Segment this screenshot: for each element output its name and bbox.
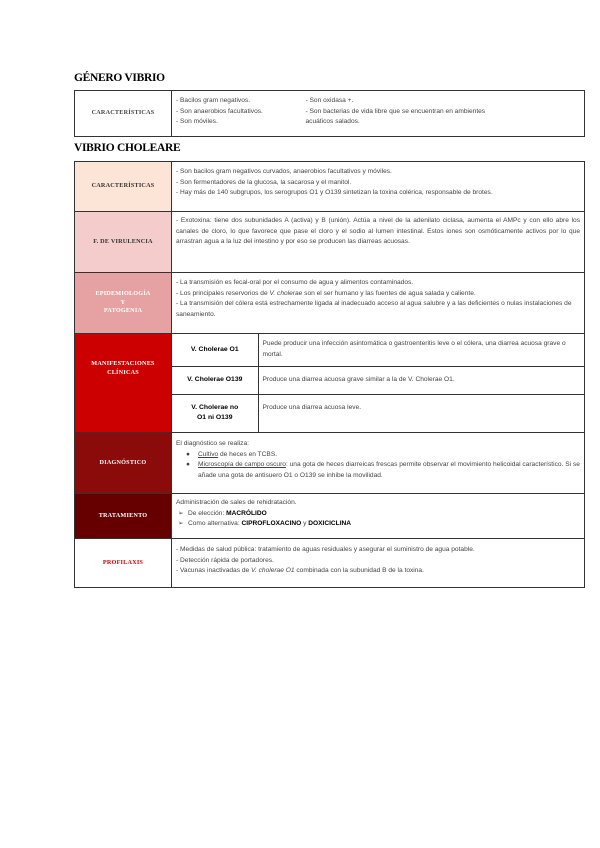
- bullet-icon: ●: [186, 450, 190, 458]
- diagnostico-bullet: [176, 460, 580, 481]
- strain-description: Produce una diarrea acuosa grave similar a la de V. Cholerae O1.: [258, 366, 584, 394]
- manifestaciones-content: [172, 334, 585, 433]
- epidemiologia-label-1: EPIDEMIOLOGÍA: [95, 290, 151, 298]
- tratamiento-item: [176, 509, 580, 520]
- text-segment: - Vacunas inactivadas de: [176, 567, 252, 574]
- text-segment: - Los principales reservorios de: [176, 289, 270, 297]
- tratamiento-label: TRATAMIENTO: [75, 494, 172, 539]
- profilaxis-line: - Medidas de salud pública: tratamiento de aguas residuales y asegurar el suministro de agua potable.: [176, 546, 475, 553]
- strain-cell: V. Cholerae O139: [172, 366, 258, 394]
- genero-vibrio-title: GÉNERO VIBRIO: [74, 72, 165, 84]
- diagnostico-intro: El diagnóstico se realiza:: [176, 440, 249, 447]
- diagnostico-content: [172, 433, 585, 494]
- caracteristicas-label: CARACTERÍSTICAS: [75, 162, 172, 212]
- species-name: V. cholerae O1: [251, 567, 295, 574]
- text-segment: y: [301, 520, 309, 527]
- drug-name: DOXICICLINA: [308, 520, 352, 527]
- manifestaciones-label: [75, 334, 172, 433]
- drug-name: CIPROFLOXACINO: [241, 520, 302, 527]
- virulencia-content: [172, 212, 585, 273]
- genero-label: CARACTERÍSTICAS: [75, 91, 172, 137]
- genero-col1-line: - Son móviles.: [176, 118, 218, 125]
- genero-col2-line: - Son oxidasa +.: [305, 97, 354, 104]
- caracteristicas-line: - Hay más de 140 subgrupos, los serogrupos O1 y O139 sintetizan la toxina colérica, responsable de brotes.: [176, 189, 493, 196]
- text-segment: De elección:: [188, 509, 227, 517]
- genero-col2-line: acuáticos salados.: [305, 118, 360, 125]
- genero-col1: [172, 91, 302, 137]
- strain-cell: V. Cholerae O1: [172, 334, 258, 366]
- strain-description: Puede producir una infección asintomática o gastroenteritis leve o el cólera, una diarrea acuosa grave o mortal.: [258, 334, 584, 366]
- vibrio-cholerae-table: [74, 161, 585, 588]
- manifestaciones-subtable: [172, 334, 584, 432]
- text-segment: de heces en TCBS.: [218, 450, 278, 458]
- profilaxis-line: - Detección rápida de portadores.: [176, 556, 274, 564]
- strain-description: Produce una diarrea acuosa leve.: [258, 394, 584, 432]
- genero-col2-line: - Son bacterias de vida libre que se encuentran en ambientes: [305, 107, 486, 115]
- caracteristicas-line: - Son fermentadores de la glucosa, la sacarosa y el manitol.: [176, 178, 352, 186]
- epidemiologia-content: [172, 273, 585, 334]
- tratamiento-intro: Administración de sales de rehidratación.: [176, 499, 297, 506]
- epidemiologia-line: [176, 289, 580, 300]
- caracteristicas-line: - Son bacilos gram negativos curvados, anaerobios facultativos y móviles.: [176, 168, 392, 175]
- strain-cell: V. Cholerae no O1 ni O139: [172, 394, 258, 432]
- underlined-term: Microscopía de campo oscuro: [198, 461, 286, 468]
- epidemiologia-label: [75, 273, 172, 334]
- underlined-term: Cultivo: [198, 450, 219, 458]
- virulencia-text: - Exotoxina: tiene dos subunidades A (activa) y B (unión). Actúa a nivel de la adenilato ciclasa, aumenta el AMPc y con ello abre los canales de cloro, lo que favorece que pase el cloro y el sodio al lumen intestinal. Estos iones son osmóticamente activos por lo que arrastran agua a la luz del intestino y por eso se producen las diarreas acuosas.: [176, 217, 580, 245]
- manifestaciones-label-1: MANIFESTACIONES: [91, 360, 155, 367]
- text-segment: : una gota de heces diarreicas frescas permite observar el movimiento helicoidal característico. Si se añade una gota de antisuero O1 o O139 se inhibe la movilidad.: [198, 461, 580, 479]
- text-segment: combinada con la subunidad B de la toxina.: [294, 567, 424, 574]
- species-name: V. cholerae: [269, 289, 303, 297]
- tratamiento-item: [176, 519, 580, 530]
- vibrio-cholerae-title: VIBRIO CHOLEARE: [74, 142, 181, 154]
- text-segment: Como alternativa:: [188, 520, 242, 527]
- drug-name: MACRÓLIDO: [226, 509, 267, 517]
- epidemiologia-label-2: Y: [120, 298, 126, 306]
- profilaxis-content: [172, 539, 585, 588]
- genero-col1-line: - Bacilos gram negativos.: [176, 97, 251, 104]
- arrow-icon: ➢: [178, 520, 184, 527]
- manifestaciones-label-2: CLÍNICAS: [107, 368, 139, 376]
- genero-vibrio-table: [74, 90, 585, 137]
- epidemiologia-line: - La transmisión es fecal-oral por el consumo de agua y alimentos contaminados.: [176, 279, 414, 286]
- text-segment: son el ser humano y las fuentes de agua salada y caliente.: [302, 289, 476, 297]
- bullet-icon: ●: [186, 461, 190, 468]
- genero-col2: [302, 91, 585, 137]
- diagnostico-label: DIAGNÓSTICO: [75, 433, 172, 494]
- epidemiologia-line: - La transmisión del cólera está estrechamente ligada al inadecuado acceso al agua salubre y a las deficientes o nulas instalaciones de saneamiento.: [176, 300, 572, 318]
- genero-col1-line: - Son anaerobios facultativos.: [176, 107, 263, 115]
- profilaxis-label: PROFILAXIS: [75, 539, 172, 588]
- tratamiento-content: [172, 494, 585, 539]
- caracteristicas-content: [172, 162, 585, 212]
- arrow-icon: ➢: [178, 509, 184, 517]
- diagnostico-bullet: [176, 450, 580, 461]
- virulencia-label: F. DE VIRULENCIA: [75, 212, 172, 273]
- epidemiologia-label-3: PATOGENIA: [103, 307, 143, 315]
- profilaxis-line: [176, 566, 580, 577]
